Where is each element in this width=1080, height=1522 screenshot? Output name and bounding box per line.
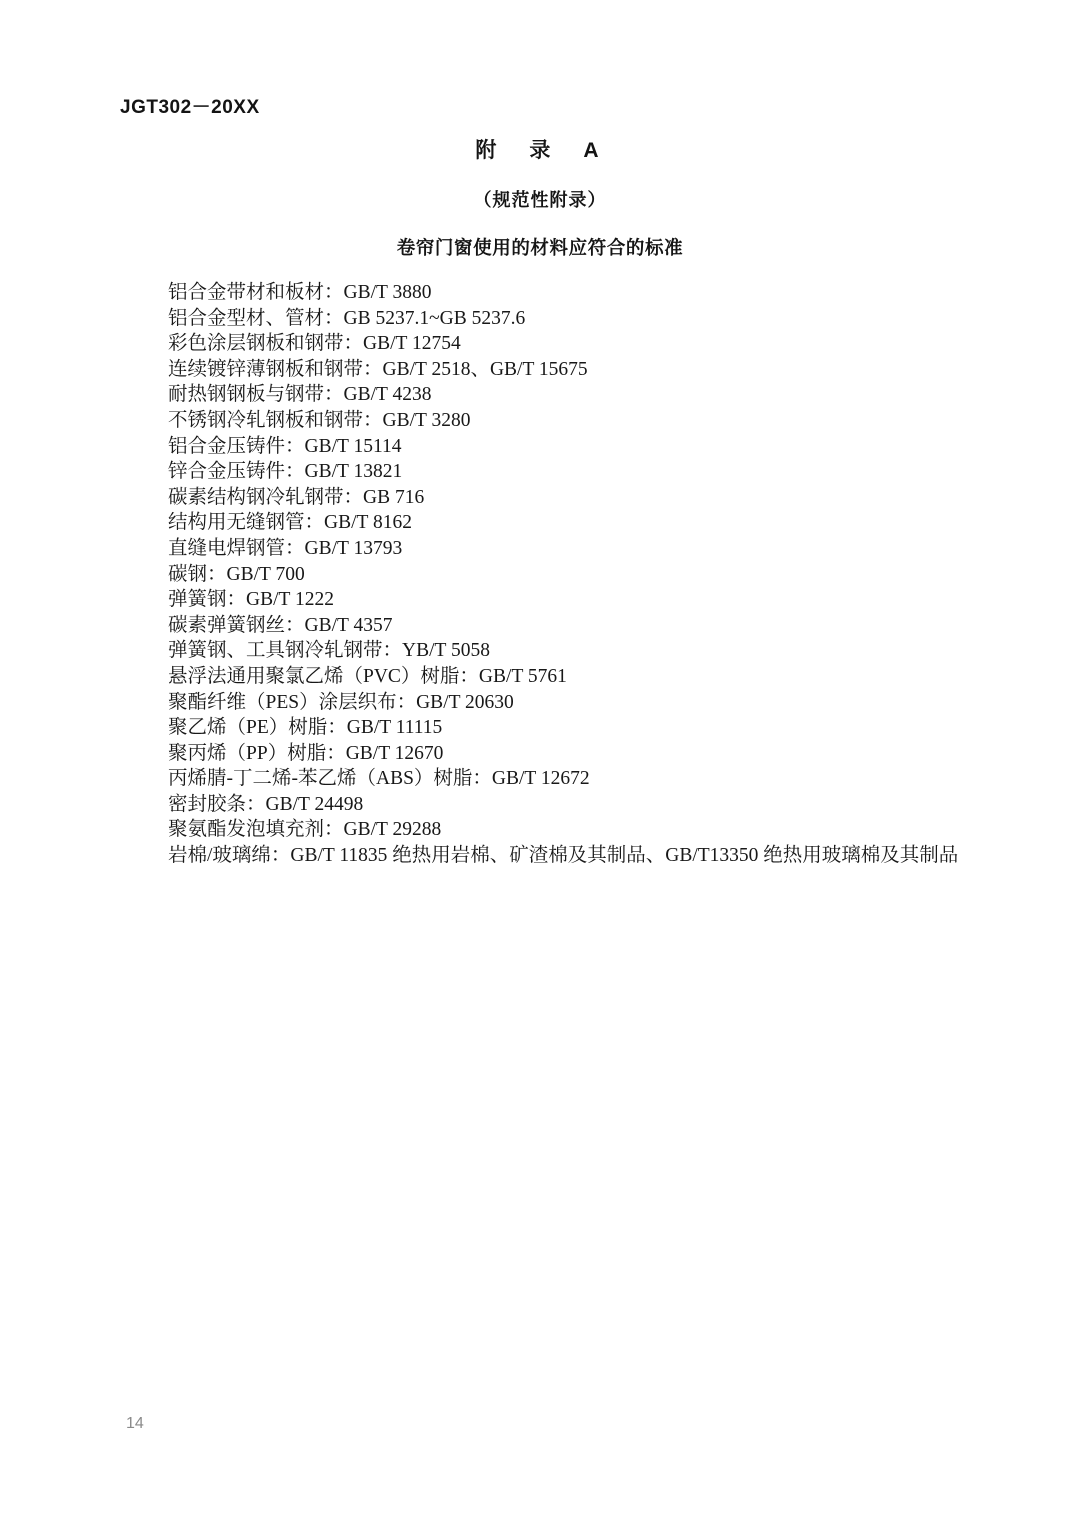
- material-standard-line: 直缝电焊钢管：GB/T 13793: [168, 537, 403, 559]
- material-standard-line: 铝合金带材和板材：GB/T 3880: [168, 282, 432, 303]
- material-standard-line: 碳钢：GB/T 700: [168, 563, 305, 585]
- material-standard-line: 连续镀锌薄钢板和钢带：GB/T 2518、GB/T 15675: [168, 358, 588, 380]
- appendix-heading: 卷帘门窗使用的材料应符合的标准: [396, 237, 684, 258]
- appendix-title-block: [0, 134, 1080, 260]
- material-standard-line: 聚丙烯（PP）树脂：GB/T 12670: [168, 742, 444, 764]
- material-standard-line: 结构用无缝钢管：GB/T 8162: [168, 512, 412, 534]
- material-standard-line: 弹簧钢、工具钢冷轧钢带：YB/T 5058: [168, 640, 490, 662]
- material-standard-line: 聚氨酯发泡填充剂：GB/T 29288: [168, 819, 442, 841]
- material-standard-line: 聚乙烯（PE）树脂：GB/T 11115: [168, 717, 443, 739]
- material-standard-line: 悬浮法通用聚氯乙烯（PVC）树脂：GB/T 5761: [168, 665, 567, 687]
- material-standard-line: 岩棉/玻璃绵：GB/T 11835 绝热用岩棉、矿渣棉及其制品、GB/T13350 绝热用玻璃棉及其制品: [168, 845, 959, 867]
- appendix-subtitle: （规范性附录）: [473, 190, 607, 210]
- material-standard-line: 碳素结构钢冷轧钢带：GB 716: [168, 486, 425, 508]
- material-standard-line: 铝合金压铸件：GB/T 15114: [168, 435, 402, 457]
- material-standard-line: 丙烯腈-丁二烯-苯乙烯（ABS）树脂：GB/T 12672: [168, 768, 590, 790]
- material-standard-line: 密封胶条：GB/T 24498: [168, 793, 364, 815]
- material-standard-line: 耐热钢钢板与钢带：GB/T 4238: [168, 384, 432, 406]
- material-standard-line: 彩色涂层钢板和钢带：GB/T 12754: [168, 333, 461, 355]
- material-standard-line: 弹簧钢：GB/T 1222: [168, 589, 334, 611]
- material-standard-line: 不锈钢冷轧钢板和钢带：GB/T 3280: [168, 409, 471, 431]
- material-standard-line: 锌合金压铸件：GB/T 13821: [168, 461, 403, 483]
- material-standard-line: 碳素弹簧钢丝：GB/T 4357: [168, 614, 393, 636]
- material-standard-line: 聚酯纤维（PES）涂层织布：GB/T 20630: [168, 691, 514, 713]
- material-standards-list: [168, 280, 1008, 869]
- appendix-title: 附 录 A: [475, 139, 605, 162]
- page-number: 14: [126, 1415, 144, 1432]
- material-standard-line: 铝合金型材、管材：GB 5237.1~GB 5237.6: [168, 307, 526, 329]
- page-header-standard-code: JGT302－20XX: [120, 97, 260, 118]
